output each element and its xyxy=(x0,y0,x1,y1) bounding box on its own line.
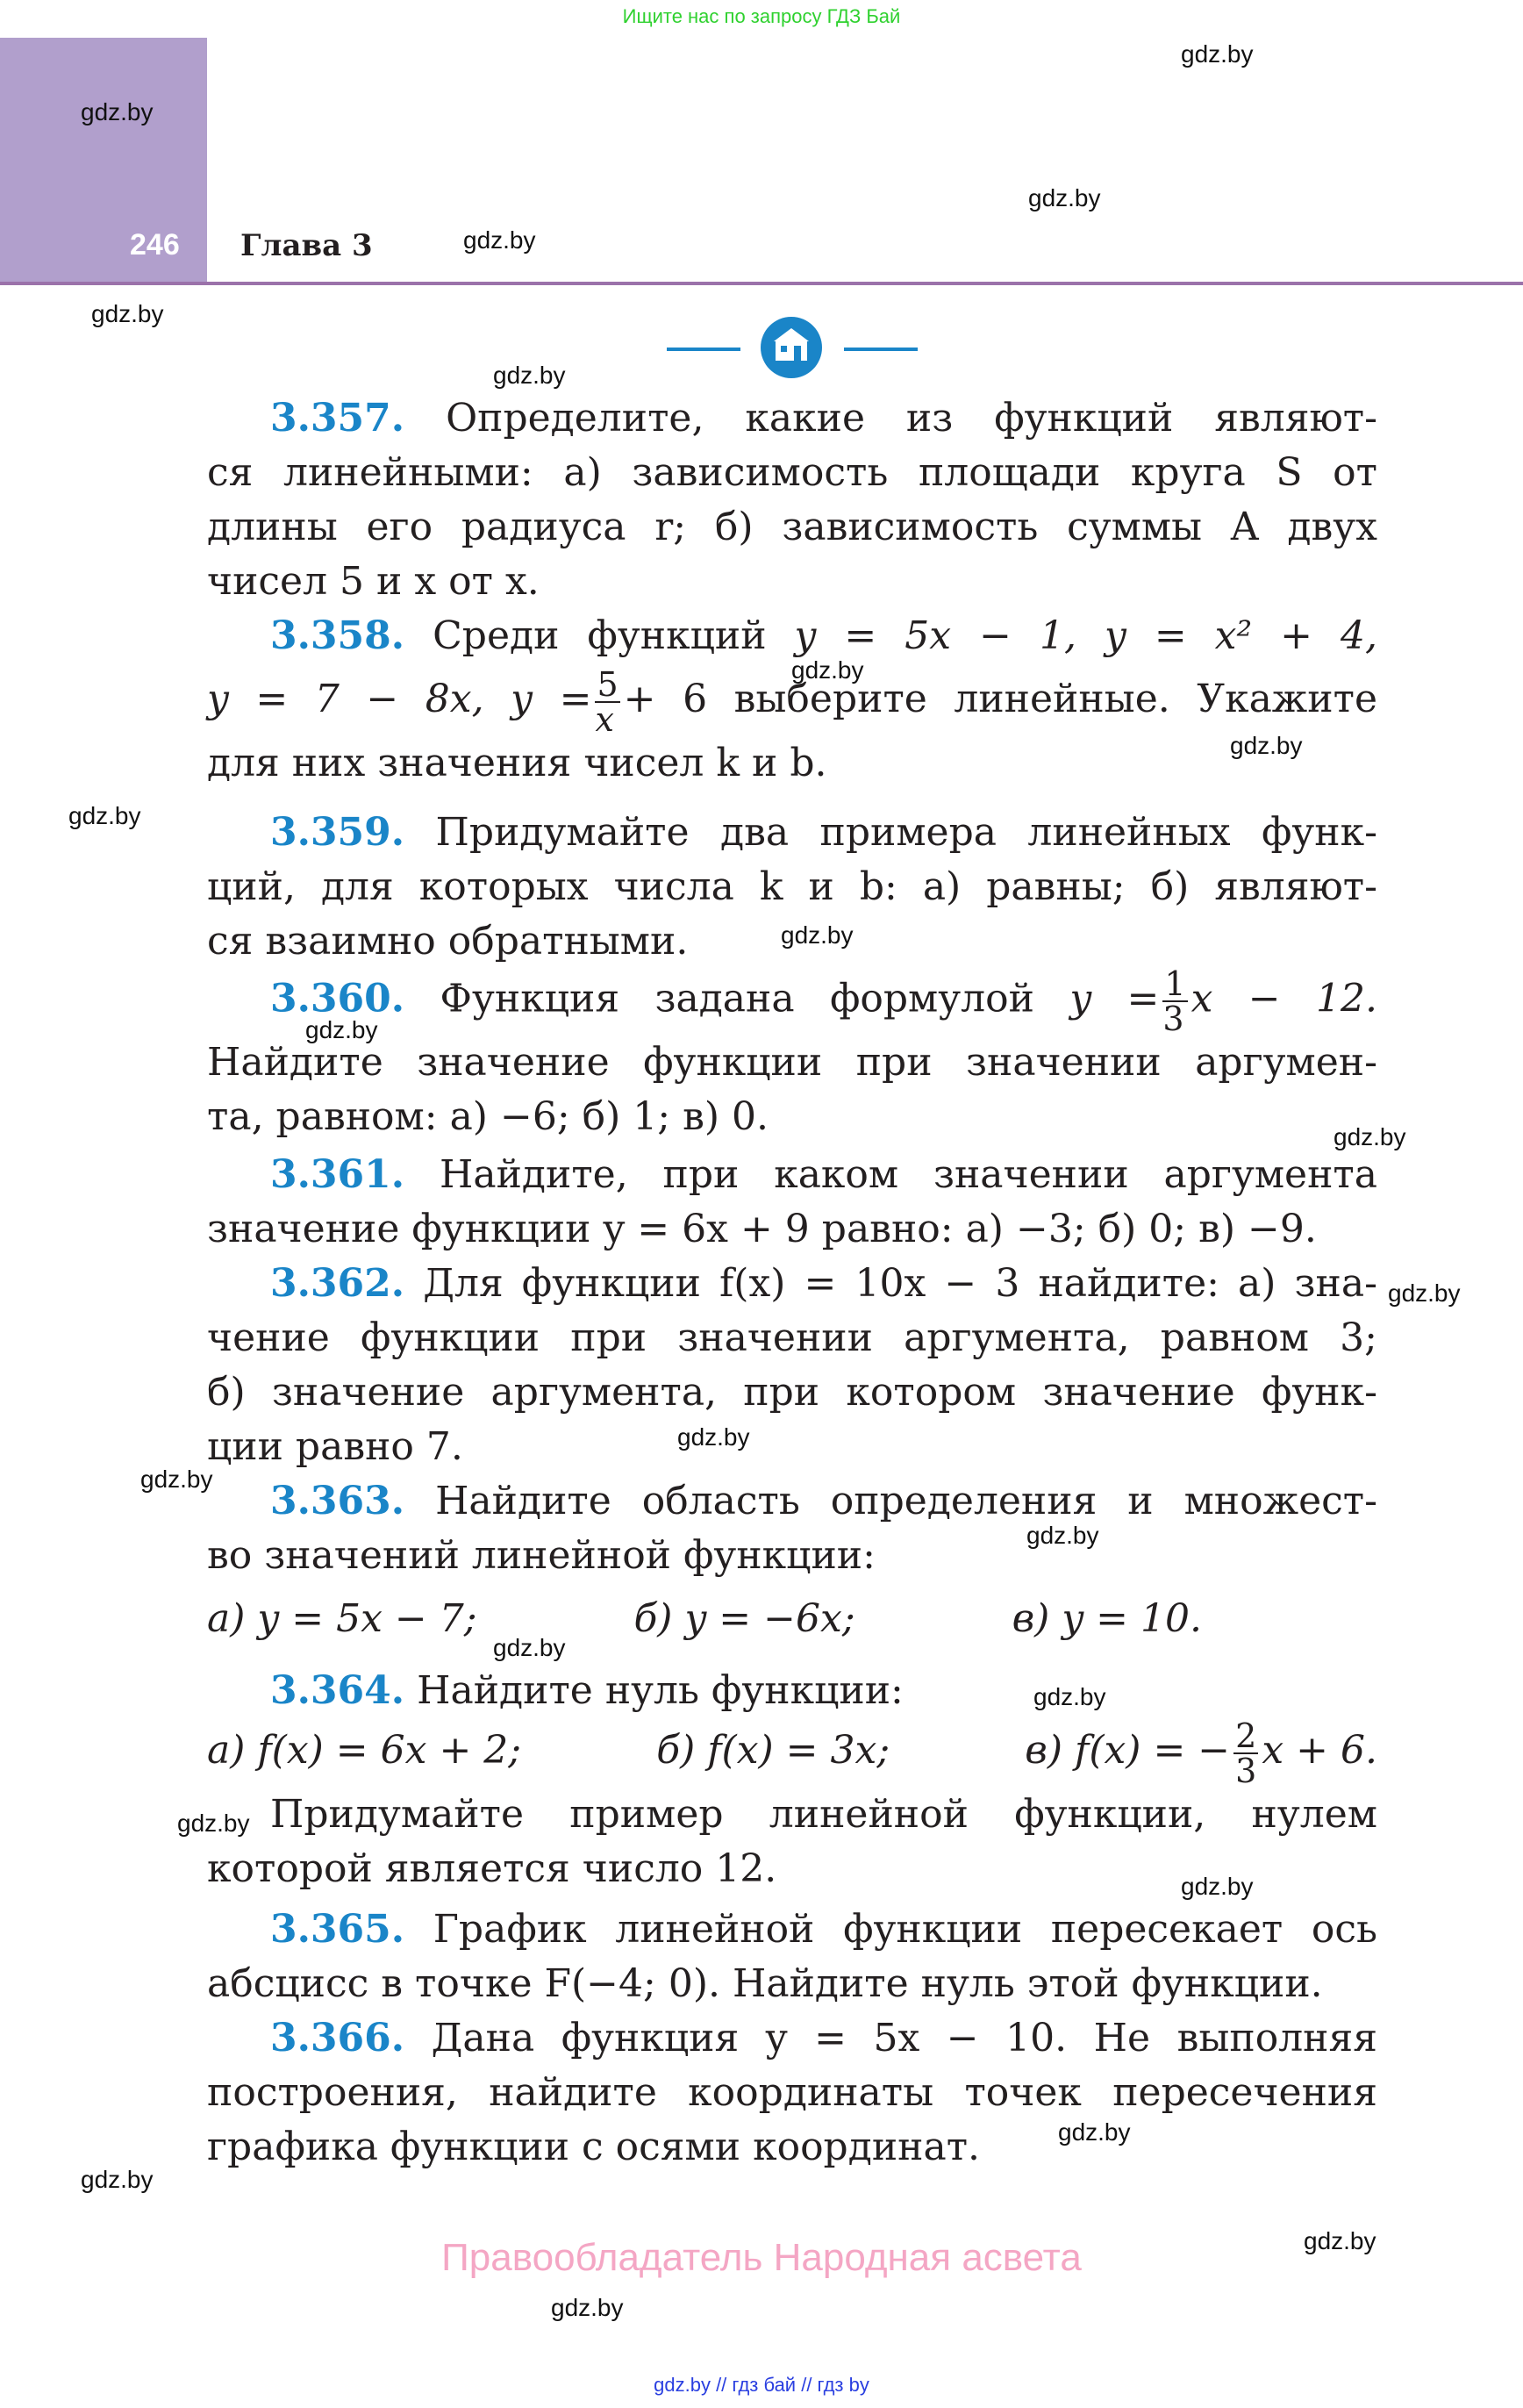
watermark: gdz.by xyxy=(140,1466,213,1493)
header-rule xyxy=(0,282,1523,285)
watermark: gdz.by xyxy=(493,362,566,389)
watermark: gdz.by xyxy=(177,1810,250,1837)
watermark: gdz.by xyxy=(1026,1522,1099,1549)
fraction: $\frac{1}{3}$ xyxy=(1162,964,1186,1038)
exercise-3-365: 3.365. График линейной функции пересекает ось абсцисс в точке F(−4; 0). Найдите нуль этой функции. xyxy=(207,1907,1377,2006)
divider-left xyxy=(667,348,740,351)
watermark: gdz.by xyxy=(791,656,864,684)
watermark: gdz.by xyxy=(1181,1873,1254,1900)
watermark: gdz.by xyxy=(81,2166,154,2193)
copyright-owner: Правообладатель Народная асвета xyxy=(441,2236,1082,2279)
watermark: gdz.by xyxy=(551,2294,624,2321)
watermark: gdz.by xyxy=(1028,184,1101,211)
watermark: gdz.by xyxy=(81,98,154,125)
home-icon xyxy=(761,317,822,378)
watermark: gdz.by xyxy=(1230,732,1303,759)
watermark: gdz.by xyxy=(68,802,141,829)
exercise-3-360: 3.360. Функция задана формулой y = $\frac{1}{3}$ x − 12. Найдите значение функции при значении аргумен- та, равном: а) −6; б) 1; в) 0. xyxy=(207,964,1377,1139)
watermark: gdz.by xyxy=(91,300,164,327)
fraction: $\frac{2}{3}$ xyxy=(1235,1716,1257,1790)
watermark: gdz.by xyxy=(1304,2227,1376,2254)
watermark: gdz.by xyxy=(493,1634,566,1661)
watermark: gdz.by xyxy=(1388,1279,1461,1307)
exercise-3-362: 3.362. Для функции f(x) = 10x − 3 найдите: а) зна- чение функции при значении аргумента, равном 3; б) значение аргумента, при котором значение функ- ции равно 7. xyxy=(207,1261,1377,1469)
watermark: gdz.by xyxy=(1334,1123,1406,1150)
exercise-3-357: 3.357. Определите, какие из функций являют- ся линейными: а) зависимость площади круга S от длины его радиуса r; б) зависимость суммы A двух чисел 5 и x от x. xyxy=(207,396,1377,604)
watermark: gdz.by xyxy=(1058,2118,1131,2146)
exercise-3-359: 3.359. Придумайте два примера линейных функ- ций, для которых числа k и b: а) равны; б) являют- ся взаимно обратными. xyxy=(207,810,1377,964)
watermark: gdz.by xyxy=(1181,40,1254,68)
footer-links[interactable]: gdz.by // гдз бай // гдз by xyxy=(654,2374,869,2396)
exercise-3-363: 3.363. Найдите область определения и множест- во значений линейной функции: а) y = 5x − 7; б) y = −6x; в) y = 10. xyxy=(207,1479,1377,1641)
divider-right xyxy=(844,348,918,351)
fraction: $\frac{5}{x}$ xyxy=(595,664,618,739)
chapter-title: Глава 3 xyxy=(240,228,373,263)
page-number: 246 xyxy=(130,228,180,262)
watermark: gdz.by xyxy=(463,226,536,254)
exercise-3-364: 3.364. Найдите нуль функции: а) f(x) = 6x + 2; б) f(x) = 3x; в) f(x) = − $\frac{2}{3}$ x + 6. Придумайте пример линейной функции, нулем которой является число 12. xyxy=(207,1668,1377,1891)
exercise-3-366: 3.366. Дана функция y = 5x − 10. Не выполняя построения, найдите координаты точек пересечения графика функции с осями координат. xyxy=(207,2016,1377,2169)
watermark: gdz.by xyxy=(305,1016,378,1043)
watermark: gdz.by xyxy=(781,921,854,949)
exercise-3-358: 3.358. Среди функций y = 5x − 1, y = x² + 4, y = 7 − 8x, y = $\frac{5}{x}$ + 6 выберите линейные. Укажите для них значения чисел k и b. xyxy=(207,613,1377,785)
top-banner[interactable]: Ищите нас по запросу ГДЗ Бай xyxy=(622,5,901,27)
exercise-3-361: 3.361. Найдите, при каком значении аргумента значение функции y = 6x + 9 равно: а) −3; б) 0; в) −9. xyxy=(207,1152,1377,1251)
watermark: gdz.by xyxy=(677,1423,750,1451)
watermark: gdz.by xyxy=(1033,1683,1106,1710)
